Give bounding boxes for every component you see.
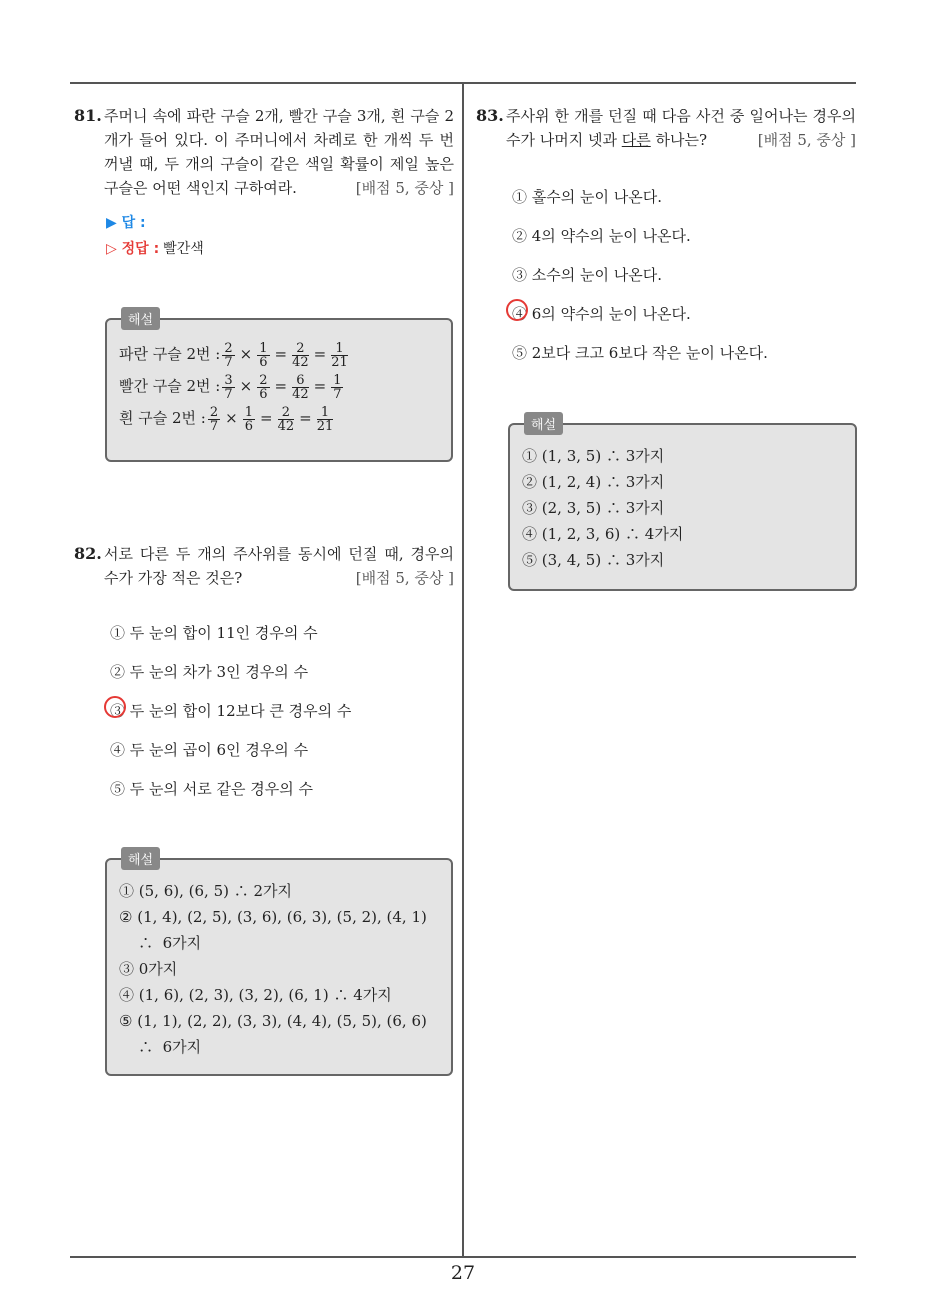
solution-line: ④ (1, 6), (2, 3), (3, 2), (6, 1) ∴ 4가지	[119, 986, 392, 1004]
fraction	[278, 406, 295, 433]
numerator: 3	[224, 372, 233, 388]
math-operator: =	[299, 409, 312, 427]
math-operator: ×	[239, 377, 253, 395]
math-operator: ×	[239, 345, 253, 363]
solution-box-82	[105, 853, 453, 1076]
solution-line: ① (5, 6), (6, 5) ∴ 2가지	[119, 882, 293, 900]
solution-box-81	[105, 313, 453, 462]
solution-label: 빨간 구슬 2번 :	[119, 377, 221, 395]
points-label: [배점 5, 중상 ]	[355, 569, 454, 587]
denominator: 42	[277, 418, 295, 434]
solution-line: ∴ 6가지	[119, 1038, 202, 1056]
fraction	[331, 342, 348, 369]
solution-line: ③ (2, 3, 5) ∴ 3가지	[522, 499, 665, 517]
denominator: 6	[259, 354, 268, 370]
question-number: 81.	[74, 106, 102, 125]
solution-tag: 해설	[121, 307, 160, 330]
answer-block	[106, 210, 454, 262]
question-83	[476, 104, 856, 381]
numerator: 1	[244, 404, 254, 420]
denominator: 7	[209, 418, 219, 434]
option-3[interactable]: ③ 두 눈의 합이 12보다 큰 경우의 수	[110, 700, 454, 739]
solution-line: ② (1, 2, 4) ∴ 3가지	[522, 473, 665, 491]
page-number: 27	[450, 1262, 476, 1284]
solution-label: 파란 구슬 2번 :	[119, 345, 221, 363]
numerator: 2	[259, 372, 268, 388]
fraction	[257, 342, 269, 369]
answer-label: ▶ 답 :	[106, 215, 146, 231]
selected-answer-circle-icon	[104, 696, 126, 718]
denominator: 21	[331, 354, 348, 370]
fraction	[331, 374, 343, 401]
option-4[interactable]: ④ 두 눈의 곱이 6인 경우의 수	[110, 741, 309, 759]
solution-tag: 해설	[524, 412, 563, 435]
question-81	[74, 104, 454, 262]
bottom-rule	[70, 1256, 856, 1258]
fraction	[257, 374, 269, 401]
fraction	[222, 374, 234, 401]
question-number: 83.	[476, 106, 504, 125]
fraction	[292, 374, 309, 401]
question-text: 주사위 한 개를 던질 때 다음 사건 중 일어나는 경우의 수가 나머지 넷과 다른 하나는?	[506, 107, 856, 149]
option-1[interactable]: ① 두 눈의 합이 11인 경우의 수	[110, 624, 318, 642]
question-text: 서로 다른 두 개의 주사위를 동시에 던질 때, 경우의 수가 가장 적은 것은?	[104, 545, 454, 587]
denominator: 7	[224, 386, 233, 402]
solution-line: ⑤ (3, 4, 5) ∴ 3가지	[522, 551, 665, 569]
option-5[interactable]: ⑤ 2보다 크고 6보다 작은 눈이 나온다.	[512, 344, 768, 362]
solution-label: 흰 구슬 2번 :	[119, 409, 206, 427]
numerator: 1	[331, 342, 348, 356]
points-label: [배점 5, 중상 ]	[355, 179, 454, 197]
fraction	[292, 342, 309, 369]
numerator: 2	[292, 342, 309, 356]
solution-line: ① (1, 3, 5) ∴ 3가지	[522, 447, 665, 465]
solution-line: ② (1, 4), (2, 5), (3, 6), (6, 3), (5, 2), (4, 1)	[119, 908, 427, 926]
math-operator: =	[313, 377, 327, 395]
option-5[interactable]: ⑤ 두 눈의 서로 같은 경우의 수	[110, 780, 313, 798]
option-1[interactable]: ① 홀수의 눈이 나온다.	[512, 188, 662, 206]
option-3[interactable]: ③ 소수의 눈이 나온다.	[512, 266, 662, 284]
math-operator: ×	[225, 409, 238, 427]
math-operator: =	[274, 345, 288, 363]
fraction	[222, 342, 234, 369]
denominator: 7	[333, 386, 342, 402]
solution-box-83	[508, 418, 857, 591]
denominator: 21	[316, 418, 334, 434]
math-operator: =	[274, 377, 288, 395]
question-number: 82.	[74, 544, 102, 563]
correct-label: ▷ 정답 :	[106, 241, 160, 257]
numerator: 6	[292, 374, 309, 388]
denominator: 42	[292, 354, 309, 370]
solution-line: ∴ 6가지	[119, 934, 202, 952]
numerator: 2	[224, 340, 233, 356]
numerator: 1	[259, 340, 268, 356]
points-label: [배점 5, 중상 ]	[757, 131, 856, 149]
math-operator: =	[313, 345, 327, 363]
solution-tag: 해설	[121, 847, 160, 870]
fraction	[317, 406, 334, 433]
denominator: 6	[244, 418, 254, 434]
solution-line	[119, 370, 439, 402]
selected-answer-circle-icon	[506, 299, 528, 321]
correct-value: 빨간색	[163, 241, 204, 257]
numerator: 2	[209, 404, 219, 420]
solution-line: ⑤ (1, 1), (2, 2), (3, 3), (4, 4), (5, 5), (6, 6)	[119, 1012, 427, 1030]
question-text: 주머니 속에 파란 구슬 2개, 빨간 구슬 3개, 흰 구슬 2개가 들어 있다. 이 주머니에서 차례로 한 개씩 두 번 꺼낼 때, 두 개의 구슬이 같은 색일 확률이 제일 높은 구슬은 어떤 색인지 구하여라.	[104, 107, 454, 197]
math-operator: =	[260, 409, 273, 427]
fraction	[208, 406, 220, 433]
denominator: 7	[224, 354, 233, 370]
column-divider	[462, 84, 464, 1256]
fraction	[243, 406, 255, 433]
option-2[interactable]: ② 4의 약수의 눈이 나온다.	[512, 227, 691, 245]
solution-line: ③ 0가지	[119, 960, 178, 978]
numerator: 1	[317, 406, 334, 420]
solution-line	[119, 338, 439, 370]
denominator: 42	[292, 386, 309, 402]
denominator: 6	[259, 386, 268, 402]
numerator: 2	[278, 406, 295, 420]
option-2[interactable]: ② 두 눈의 차가 3인 경우의 수	[110, 663, 309, 681]
question-82	[74, 542, 454, 817]
solution-line: ④ (1, 2, 3, 6) ∴ 4가지	[522, 525, 684, 543]
numerator: 1	[333, 372, 342, 388]
solution-line	[119, 402, 439, 434]
underlined-word: 다른	[621, 131, 651, 149]
option-4[interactable]: ④ 6의 약수의 눈이 나온다.	[512, 303, 856, 342]
